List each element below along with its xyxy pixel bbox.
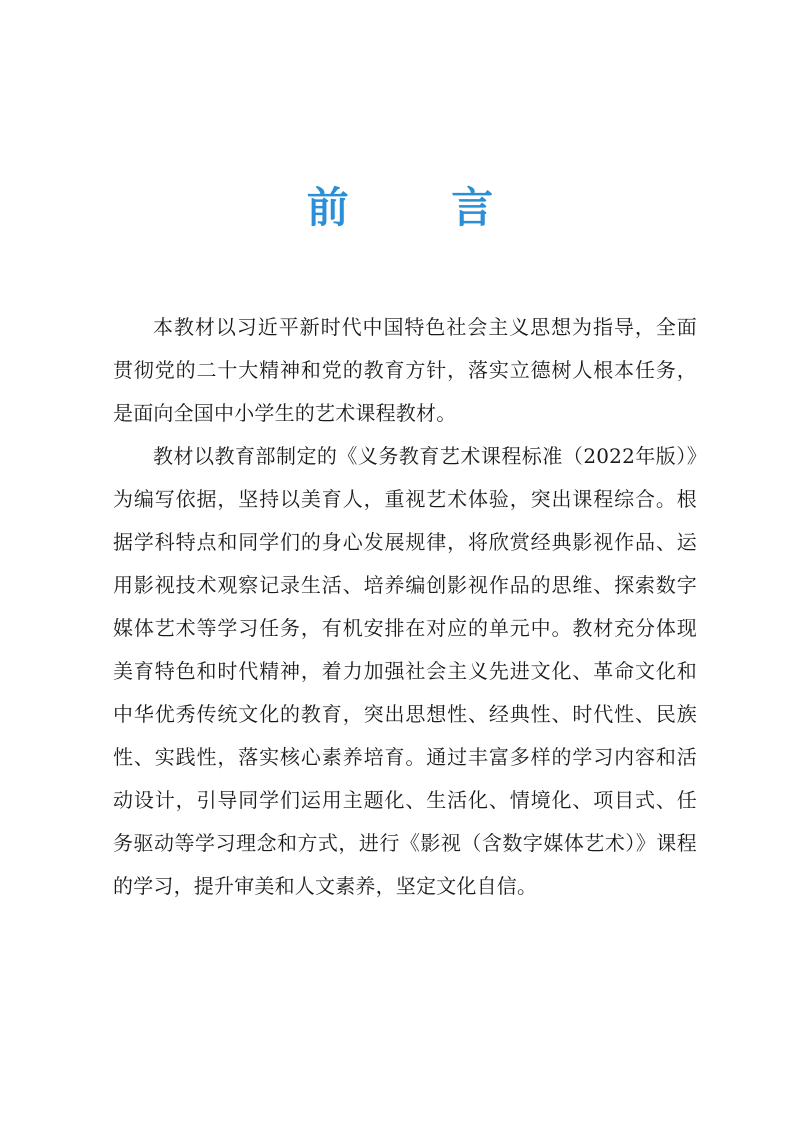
paragraph-2: 教材以教育部制定的《义务教育艺术课程标准（2022年版）》为编写依据，坚持以美育人，重视艺术体验，突出课程综合。根据学科特点和同学们的身心发展规律，将欣赏经典影视作品、运用影视技术观察记录生活、培养编创影视作品的思维、探索数字媒体艺术等学习任务，有机安排在对应的单元中。教材充分体现美育特色和时代精神，着力加强社会主义先进文化、革命文化和中华优秀传统文化的教育，突出思想性、经典性、时代性、民族性、实践性，落实核心素养培育。通过丰富多样的学习内容和活动设计，引导同学们运用主题化、生活化、情境化、项目式、任务驱动等学习理念和方式，进行《影视（含数字媒体艺术）》课程的学习，提升审美和人文素养，坚定文化自信。 — [113, 444, 697, 898]
page-title: 前 言 — [306, 183, 538, 232]
preface-body — [113, 306, 697, 908]
paragraph-1: 本教材以习近平新时代中国特色社会主义思想为指导，全面贯彻党的二十大精神和党的教育方针，落实立德树人根本任务，是面向全国中小学生的艺术课程教材。 — [113, 315, 697, 425]
